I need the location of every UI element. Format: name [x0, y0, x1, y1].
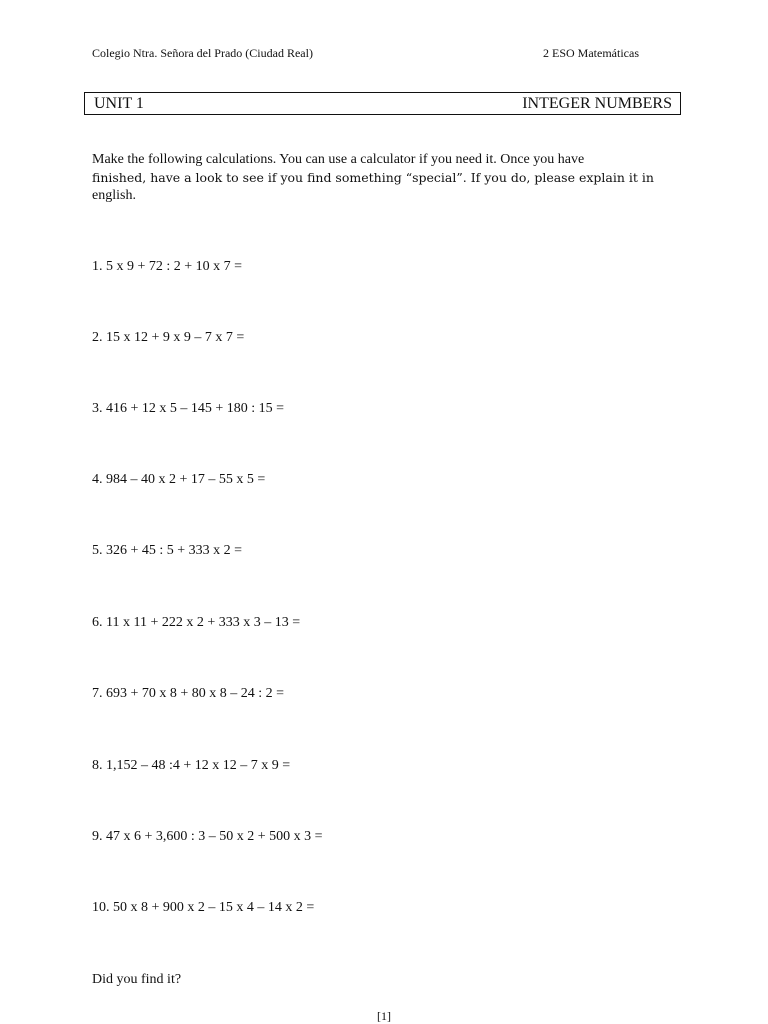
exercise-3: 3. 416 + 12 x 5 – 145 + 180 : 15 =: [92, 401, 285, 416]
exercise-10: 10. 50 x 8 + 900 x 2 – 15 x 4 – 14 x 2 =: [92, 900, 315, 915]
instructions-line: Make the following calculations. You can use a calculator if you need it. Once you have: [92, 152, 585, 167]
exercise-9: 9. 47 x 6 + 3,600 : 3 – 50 x 2 + 500 x 3 =: [92, 829, 323, 844]
exercise-7: 7. 693 + 70 x 8 + 80 x 8 – 24 : 2 =: [92, 686, 285, 701]
exercise-5: 5. 326 + 45 : 5 + 333 x 2 =: [92, 543, 243, 558]
unit-label: UNIT 1: [94, 95, 144, 112]
course-name: 2 ESO Matemáticas: [543, 46, 639, 60]
unit-title: INTEGER NUMBERS: [522, 95, 672, 112]
exercise-6: 6. 11 x 11 + 222 x 2 + 333 x 3 – 13 =: [92, 615, 301, 630]
unit-title-box: [84, 92, 681, 115]
exercise-8: 8. 1,152 – 48 :4 + 12 x 12 – 7 x 9 =: [92, 758, 291, 773]
instructions-paragraph: [92, 151, 662, 205]
page-number: [1]: [377, 1009, 391, 1023]
instructions-line: english.: [92, 188, 136, 203]
instructions-line: finished, have a look to see if you find something “special”. If you do, please explain it in: [92, 170, 654, 185]
closing-question: Did you find it?: [92, 972, 182, 987]
exercise-1: 1. 5 x 9 + 72 : 2 + 10 x 7 =: [92, 259, 243, 274]
exercise-4: 4. 984 – 40 x 2 + 17 – 55 x 5 =: [92, 472, 266, 487]
exercise-2: 2. 15 x 12 + 9 x 9 – 7 x 7 =: [92, 330, 245, 345]
school-name: Colegio Ntra. Señora del Prado (Ciudad Real): [92, 46, 313, 60]
